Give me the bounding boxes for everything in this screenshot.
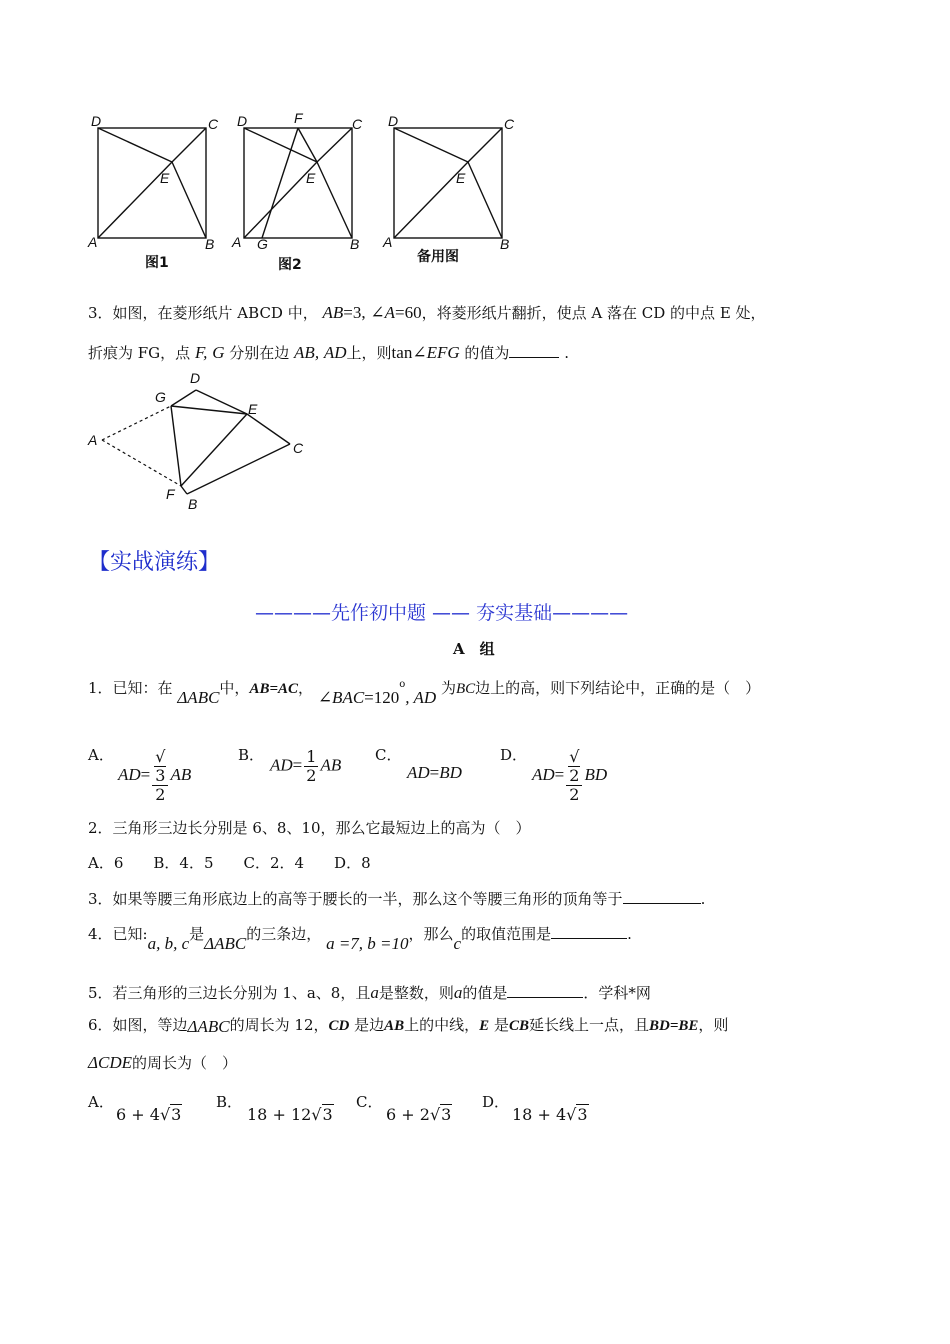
group-label: A 组 — [453, 640, 495, 658]
p6-option-d[interactable]: D． 18 + 4√3 — [482, 1093, 588, 1124]
fig1-label-d: D — [91, 113, 102, 129]
fig2-label-b: B — [350, 236, 360, 252]
p5-answer-blank — [507, 981, 583, 998]
p2-options[interactable]: A．6 B．4．5 C．2．4 D．8 — [88, 854, 371, 872]
rhombus-label-a: A — [88, 432, 98, 448]
rhombus-label-f: F — [166, 486, 175, 502]
fig2-label-e: E — [306, 170, 316, 186]
q3-line2: 折痕为 FG，点 F, G 分别在边 AB, AD上，则tan∠EFG 的值为 . — [88, 343, 569, 362]
p4-stem: 4．已知:a, b, c是ΔABC的三条边， a =7, b =10，那么c的取值范围是 . — [88, 922, 632, 945]
rhombus-label-b: B — [188, 496, 198, 512]
fig3-caption: 备用图 — [417, 249, 459, 265]
fig3-label-e: E — [456, 170, 466, 186]
fig3-label-c: C — [504, 116, 515, 132]
fig1-label-b: B — [205, 236, 215, 252]
p6-stem-line1: 6．如图，等边ΔABC的周长为 12，CD 是边AB上的中线，E 是CB延长线上一点，且BD=BE，则 — [88, 1016, 729, 1036]
fig2-caption: 图2 — [278, 257, 302, 273]
p2-stem: 2．三角形三边长分别是 6、8、10，那么它最短边上的高为（ ） — [88, 819, 531, 837]
p6-option-c[interactable]: C． 6 + 2√3 — [356, 1093, 452, 1124]
fig2-label-d: D — [237, 113, 248, 129]
fig1-label-a: A — [88, 234, 98, 250]
section-subtitle: ————先作初中题 —— 夯实基础———— — [255, 602, 629, 624]
p3-answer-blank — [623, 887, 701, 904]
fig1-label-e: E — [160, 170, 170, 186]
fig3-label-b: B — [500, 236, 510, 252]
rhombus-label-g: G — [155, 389, 166, 405]
p5-stem: 5．若三角形的三边长分别为 1、a、8，且a是整数，则a的值是 ．学科*网 — [88, 983, 651, 1002]
fig2-label-a: A — [232, 234, 242, 250]
fig3-label-d: D — [388, 113, 399, 129]
q3-line1: 3．如图，在菱形纸片 ABCD 中， AB=3, ∠A=60，将菱形纸片翻折，使点 A 落在 CD 的中点 E 处， — [88, 303, 766, 322]
fig2-label-f: F — [294, 110, 303, 126]
p1-option-b[interactable]: B． AD= $\frac{1}{2}$ AB — [238, 746, 342, 785]
fig2-label-c: C — [352, 116, 363, 132]
p1-stem: 1．已知：在 ΔABC中，AB=AC， $\angle BAC=120^o$, AD 为BC边上的高，则下列结论中，正确的是（ ） — [88, 679, 761, 707]
fig3-label-a: A — [383, 234, 393, 250]
p1-option-c[interactable]: C． AD=BD — [375, 746, 462, 782]
section-title: 【实战演练】 — [88, 550, 221, 575]
rhombus-label-d: D — [190, 370, 201, 386]
p6-option-b[interactable]: B． 18 + 12√3 — [216, 1093, 333, 1124]
fig1-label-c: C — [208, 116, 219, 132]
p6-stem-line2: ΔCDE的周长为（ ） — [88, 1053, 237, 1072]
rhombus-label-c: C — [293, 440, 304, 456]
p6-option-a[interactable]: A． 6 + 4√3 — [88, 1093, 182, 1124]
rhombus-label-e: E — [248, 401, 258, 417]
fig1-caption: 图1 — [145, 255, 169, 271]
q3-answer-blank — [509, 341, 559, 358]
p1-option-d[interactable]: D． AD= √ 2 2 BD — [500, 746, 608, 804]
fig2-label-g: G — [257, 236, 268, 252]
p4-answer-blank — [551, 922, 627, 939]
p3-stem: 3．如果等腰三角形底边上的高等于腰长的一半，那么这个等腰三角形的顶角等于 . — [88, 887, 705, 910]
p1-option-a[interactable]: A． AD= √ 3 2 AB — [88, 746, 192, 804]
rhombus-figure — [80, 368, 320, 518]
